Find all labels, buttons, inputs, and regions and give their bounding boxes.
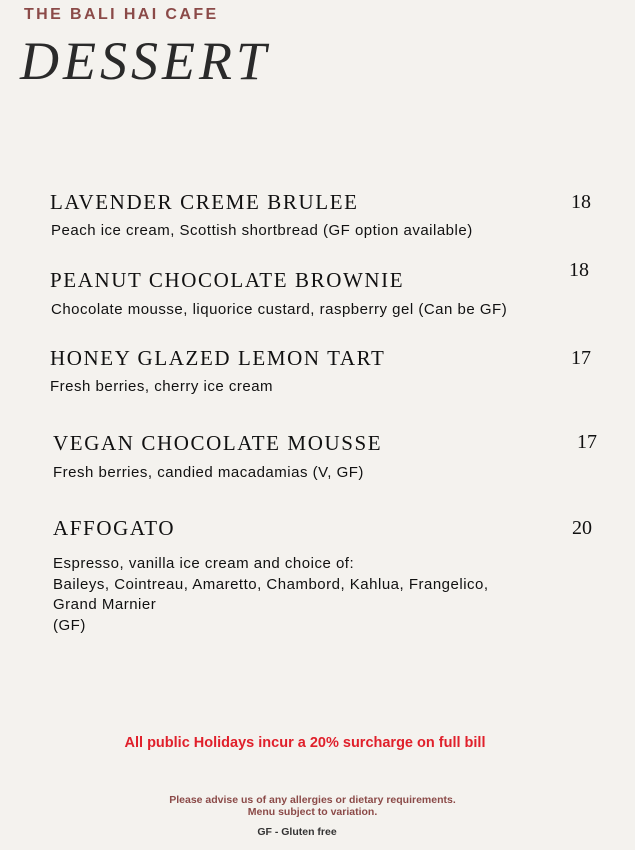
- surcharge-notice: All public Holidays incur a 20% surcharge on full bill: [124, 735, 486, 751]
- gluten-free-legend: GF - Gluten free: [257, 826, 337, 838]
- menu-item-description: Fresh berries, cherry ice cream: [50, 378, 274, 395]
- description-line: Espresso, vanilla ice cream and choice of:: [53, 555, 355, 572]
- menu-item-price: 18: [571, 191, 591, 213]
- page-title: DESSERT: [20, 31, 270, 91]
- allergy-line: Please advise us of any allergies or dietary requirements.: [169, 794, 456, 806]
- menu-item-name: LAVENDER CREME BRULEE: [50, 190, 359, 214]
- description-line: Baileys, Cointreau, Amaretto, Chambord, Kahlua, Frangelico,: [53, 575, 489, 593]
- description-line: (GF): [53, 616, 86, 634]
- menu-item-description: [53, 554, 489, 636]
- menu-item-price: 17: [577, 431, 597, 453]
- description-line: Grand Marnier: [53, 596, 157, 613]
- allergy-notice: [0, 794, 625, 818]
- menu-item-name: PEANUT CHOCOLATE BROWNIE: [50, 268, 405, 292]
- menu-item-price: 17: [571, 347, 591, 369]
- menu-item-description: Peach ice cream, Scottish shortbread (GF option available): [51, 222, 473, 239]
- menu-item-description: Fresh berries, candied macadamias (V, GF): [53, 464, 364, 481]
- menu-item-name: VEGAN CHOCOLATE MOUSSE: [53, 431, 383, 455]
- menu-item-description: Chocolate mousse, liquorice custard, raspberry gel (Can be GF): [51, 301, 508, 318]
- cafe-name: THE BALI HAI CAFE: [24, 6, 219, 23]
- menu-item-name: HONEY GLAZED LEMON TART: [50, 346, 386, 370]
- variation-line: Menu subject to variation.: [247, 806, 378, 818]
- menu-item-price: 20: [572, 517, 592, 539]
- menu-item-price: 18: [569, 259, 589, 281]
- menu-item-name: AFFOGATO: [53, 516, 176, 540]
